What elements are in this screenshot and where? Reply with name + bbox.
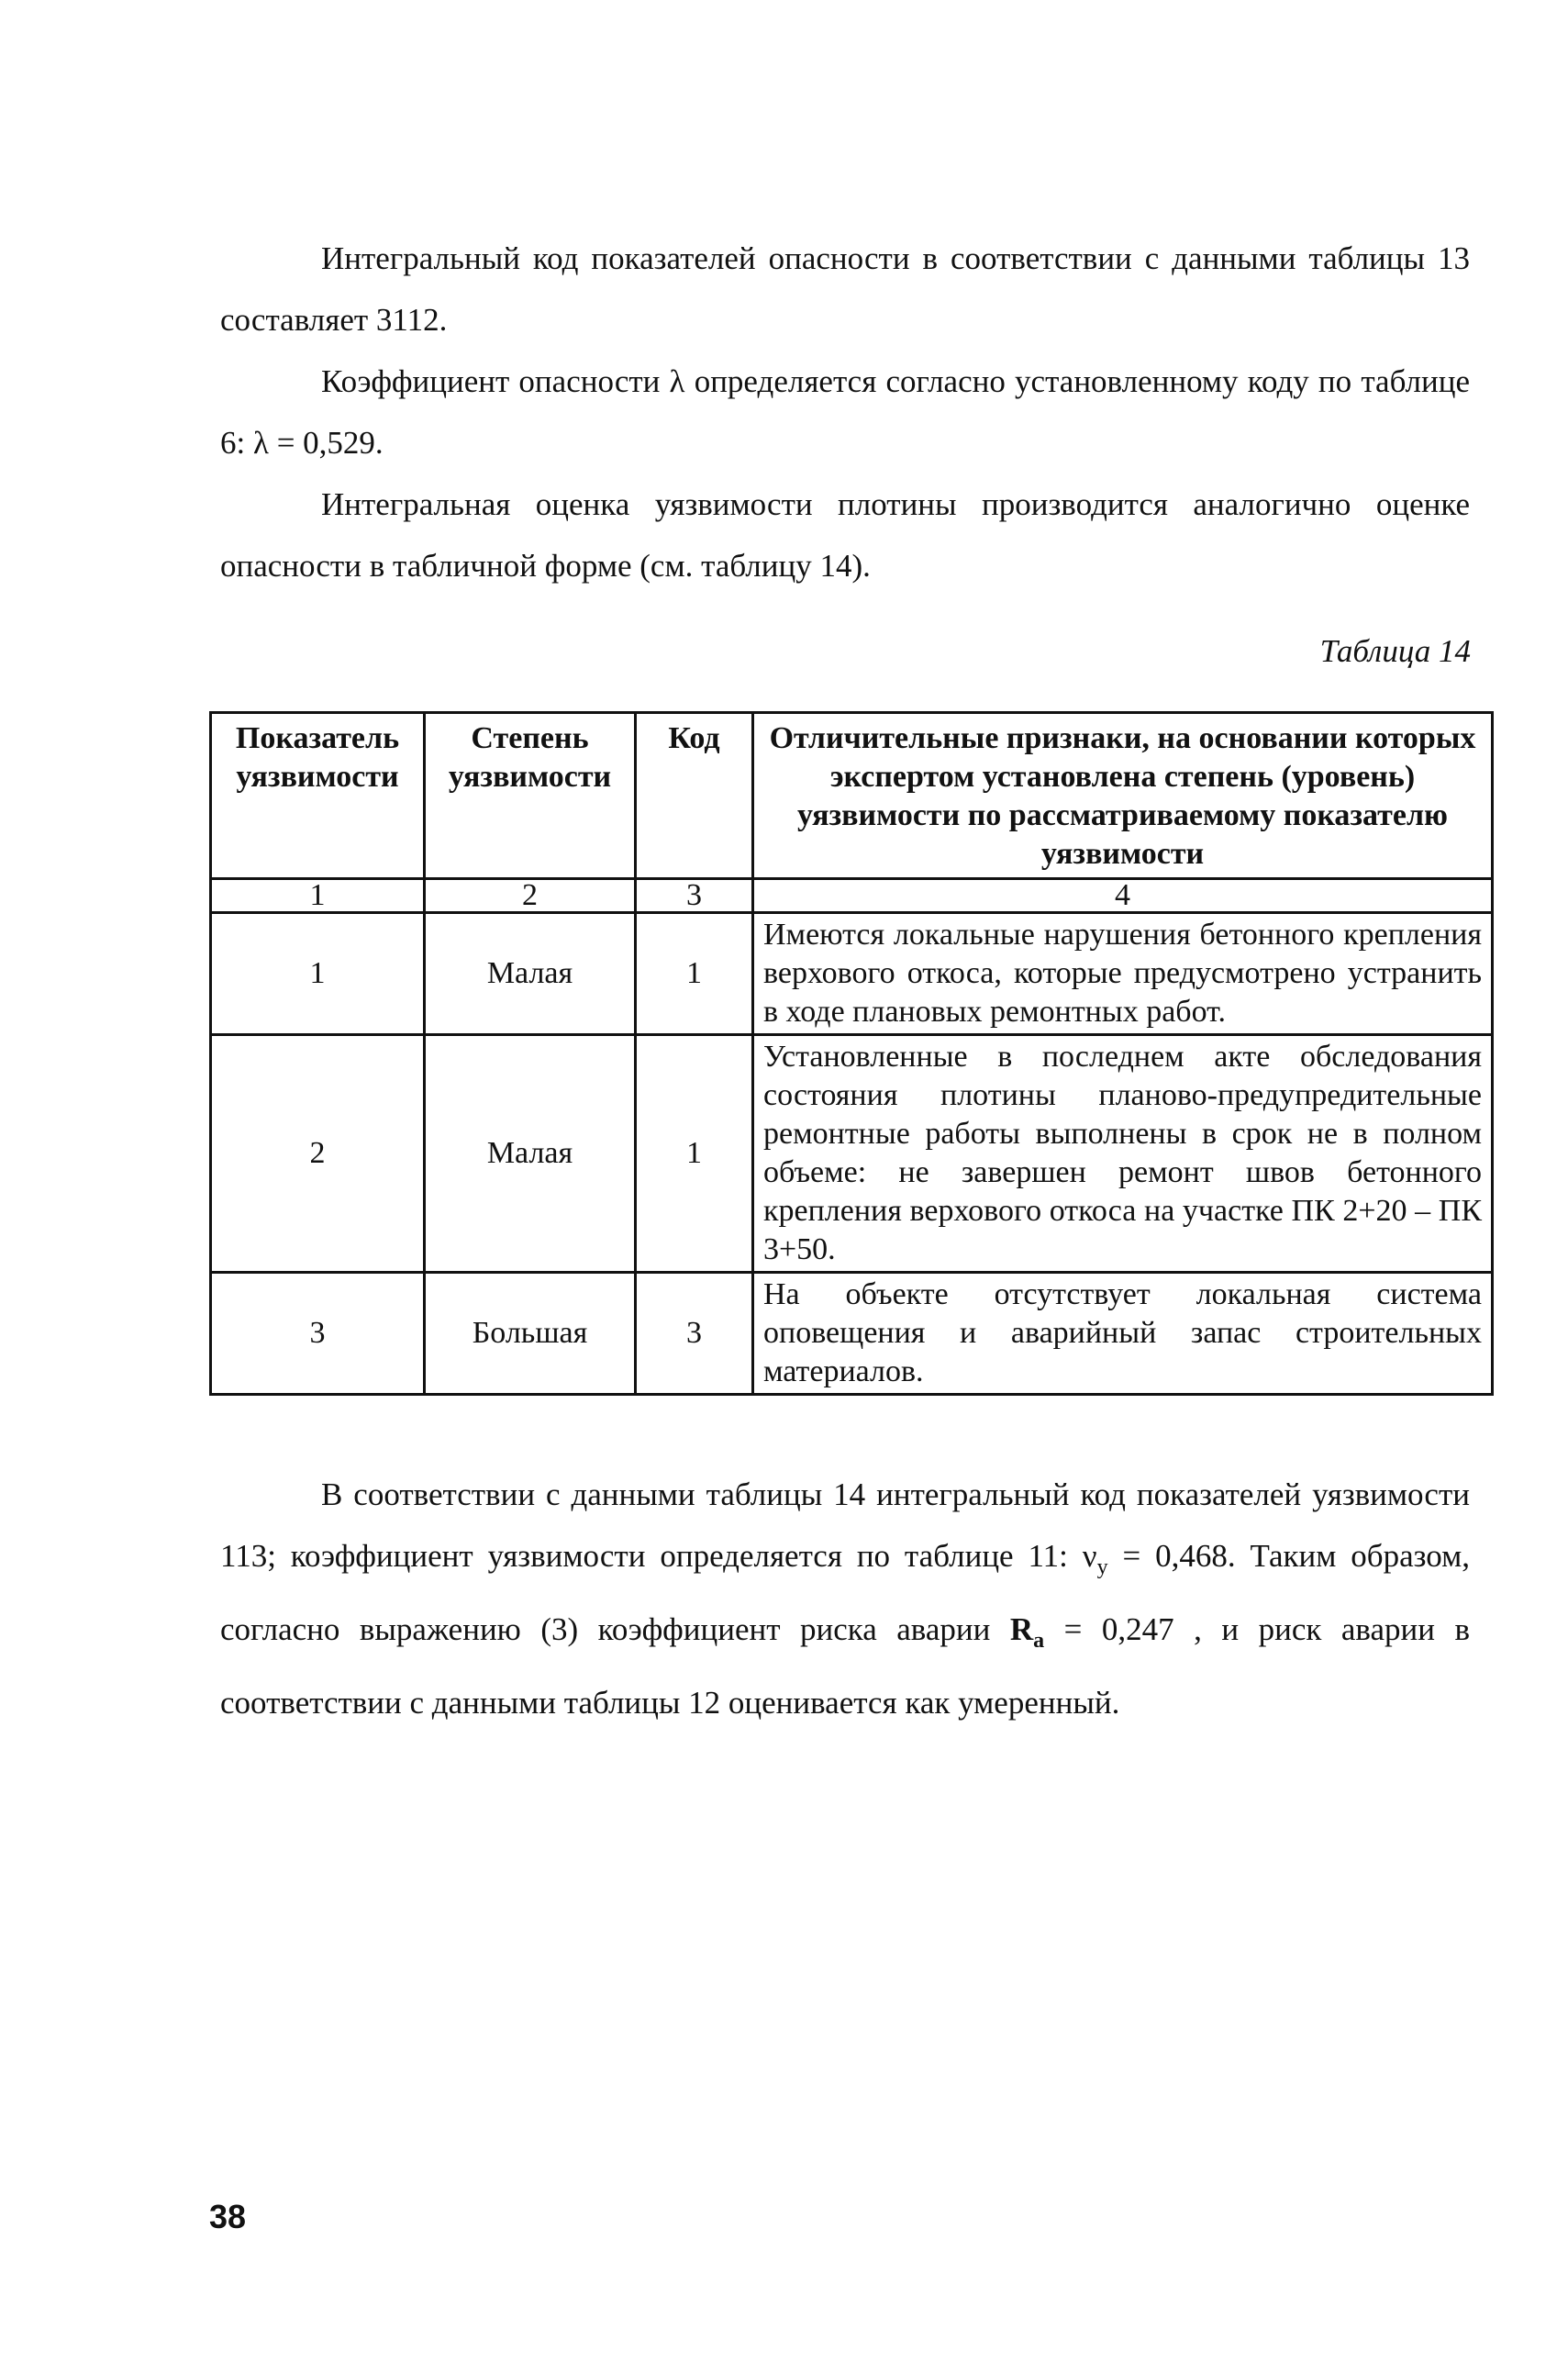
- cell-degree: Малая: [425, 1035, 636, 1273]
- cell-degree: Большая: [425, 1273, 636, 1395]
- table-row: [211, 913, 1493, 1035]
- header-indicator: Показатель уязвимости: [211, 713, 425, 879]
- cell-code: 1: [636, 1035, 753, 1273]
- cell-description: Установленные в последнем акте обследования состояния плотины планово-предупредительные ремонтные работы выполнены в срок не в полном объеме: не завершен ремонт швов бетонного крепления верхового откоса на участке ПК 2+20 – ПК 3+50.: [753, 1035, 1493, 1273]
- page-number: 38: [209, 2198, 247, 2235]
- cell-indicator: 3: [211, 1273, 425, 1395]
- cell-code: 1: [636, 913, 753, 1035]
- header-code: Код: [636, 713, 753, 879]
- column-number: 2: [425, 879, 636, 913]
- paragraph-vulnerability-assessment: Интегральная оценка уязвимости плотины производится аналогично оценке опасности в табличной форме (см. таблицу 14).: [220, 486, 1470, 584]
- table-caption: Таблица 14: [1319, 633, 1471, 669]
- cell-degree: Малая: [425, 913, 636, 1035]
- paragraph-risk-conclusion: В соответствии с данными таблицы 14 интегральный код показателей уязвимости 113; коэффициент уязвимости определяется по таблице 11: $\nu_y = 0,468$. Таким образом, согласно выражению (3) коэффициент риска аварии $R_a = 0,247$ , и риск аварии в соответствии с данными таблицы 12 оценивается как умеренный.: [220, 1476, 1471, 1721]
- header-features: Отличительные признаки, на основании которых экспертом установлена степень (уровень) уязвимости по рассматриваемому показателю уязвимости: [753, 713, 1493, 879]
- cell-code: 3: [636, 1273, 753, 1395]
- table-row: [211, 1273, 1493, 1395]
- table-row: [211, 1035, 1493, 1273]
- cell-description: Имеются локальные нарушения бетонного крепления верхового откоса, которые предусмотрено устранить в ходе плановых ремонтных работ.: [753, 913, 1493, 1035]
- cell-indicator: 1: [211, 913, 425, 1035]
- paragraph-hazard-code: Интегральный код показателей опасности в соответствии с данными таблицы 13 составляет 3112.: [220, 240, 1470, 338]
- vulnerability-table: [209, 711, 1494, 1396]
- cell-indicator: 2: [211, 1035, 425, 1273]
- header-degree: Степень уязвимости: [425, 713, 636, 879]
- paragraph-hazard-coefficient: Коэффициент опасности λ определяется согласно установленному коду по таблице 6: λ = 0,529.: [220, 363, 1470, 461]
- cell-description: На объекте отсутствует локальная система оповещения и аварийный запас строительных материалов.: [753, 1273, 1493, 1395]
- column-number: 4: [753, 879, 1493, 913]
- table-header-row: [211, 713, 1493, 879]
- column-number-row: [211, 879, 1493, 913]
- column-number: 1: [211, 879, 425, 913]
- column-number: 3: [636, 879, 753, 913]
